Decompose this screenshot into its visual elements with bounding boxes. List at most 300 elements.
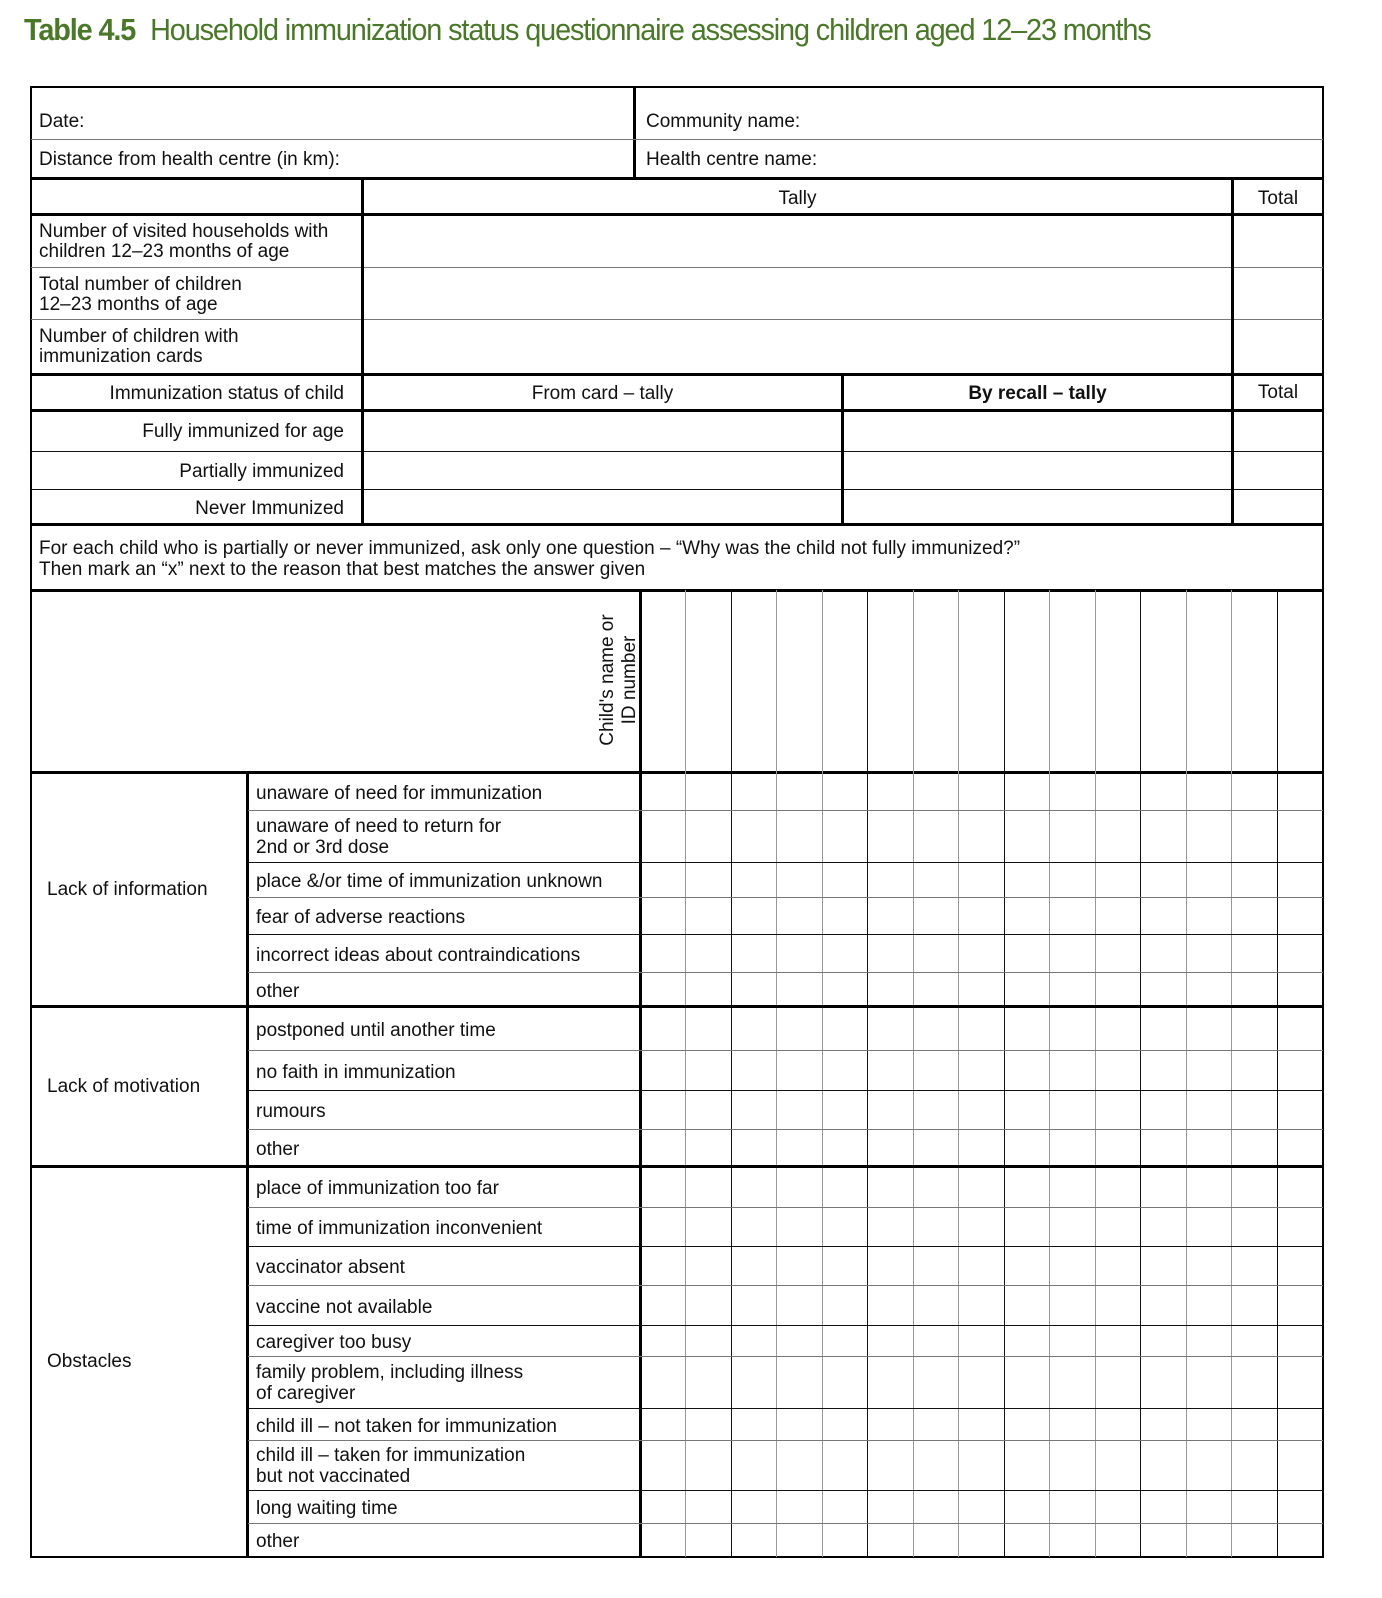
reason-mark-cell[interactable] [959,1051,1002,1089]
reason-mark-cell[interactable] [1096,1167,1139,1206]
reason-mark-cell[interactable] [1232,898,1275,933]
child-name-cell[interactable] [868,591,911,771]
reason-mark-cell[interactable] [1050,935,1093,971]
from-card-tally-cell[interactable] [364,451,841,490]
reason-mark-cell[interactable] [732,1491,775,1522]
reason-mark-cell[interactable] [1141,1247,1184,1284]
reason-mark-cell[interactable] [732,1130,775,1165]
reason-mark-cell[interactable] [823,1007,866,1049]
reason-mark-cell[interactable] [686,898,729,933]
reason-mark-cell[interactable] [777,935,820,971]
reason-mark-cell[interactable] [914,1051,957,1089]
reason-mark-cell[interactable] [1141,1441,1184,1489]
reason-mark-cell[interactable] [777,1441,820,1489]
reason-mark-cell[interactable] [1050,1091,1093,1128]
reason-mark-cell[interactable] [641,1091,684,1128]
reason-mark-cell[interactable] [823,1326,866,1355]
reason-mark-cell[interactable] [1232,935,1275,971]
reason-mark-cell[interactable] [1050,1208,1093,1245]
reason-mark-cell[interactable] [1141,1007,1184,1049]
reason-mark-cell[interactable] [1096,1286,1139,1324]
reason-mark-cell[interactable] [641,1247,684,1284]
reason-mark-cell[interactable] [777,1007,820,1049]
reason-mark-cell[interactable] [1096,1357,1139,1407]
reason-mark-cell[interactable] [1050,973,1093,1005]
reason-mark-cell[interactable] [914,898,957,933]
status-total-cell[interactable] [1234,410,1322,451]
reason-mark-cell[interactable] [1232,1491,1275,1522]
reason-mark-cell[interactable] [1278,863,1321,896]
by-recall-tally-cell[interactable] [844,451,1231,490]
reason-mark-cell[interactable] [868,1247,911,1284]
reason-mark-cell[interactable] [641,1167,684,1206]
reason-mark-cell[interactable] [868,1441,911,1489]
reason-mark-cell[interactable] [1278,1051,1321,1089]
reason-mark-cell[interactable] [823,973,866,1005]
reason-mark-cell[interactable] [1005,1491,1048,1522]
reason-mark-cell[interactable] [1005,1441,1048,1489]
reason-mark-cell[interactable] [732,898,775,933]
reason-mark-cell[interactable] [1005,935,1048,971]
reason-mark-cell[interactable] [777,1167,820,1206]
reason-mark-cell[interactable] [641,1208,684,1245]
reason-mark-cell[interactable] [1278,1130,1321,1165]
reason-mark-cell[interactable] [1096,1524,1139,1555]
reason-mark-cell[interactable] [1096,898,1139,933]
reason-mark-cell[interactable] [641,1051,684,1089]
reason-mark-cell[interactable] [686,1051,729,1089]
reason-mark-cell[interactable] [868,973,911,1005]
reason-mark-cell[interactable] [732,863,775,896]
reason-mark-cell[interactable] [823,811,866,861]
reason-mark-cell[interactable] [959,1167,1002,1206]
reason-mark-cell[interactable] [959,811,1002,861]
reason-mark-cell[interactable] [1141,1524,1184,1555]
child-name-cell[interactable] [641,591,684,771]
reason-mark-cell[interactable] [1187,863,1230,896]
reason-mark-cell[interactable] [868,1409,911,1439]
reason-mark-cell[interactable] [777,1208,820,1245]
reason-mark-cell[interactable] [1232,1441,1275,1489]
reason-mark-cell[interactable] [959,1091,1002,1128]
reason-mark-cell[interactable] [1278,811,1321,861]
reason-mark-cell[interactable] [1005,1286,1048,1324]
reason-mark-cell[interactable] [823,863,866,896]
reason-mark-cell[interactable] [1005,863,1048,896]
reason-mark-cell[interactable] [732,1007,775,1049]
reason-mark-cell[interactable] [1141,1130,1184,1165]
reason-mark-cell[interactable] [1278,898,1321,933]
reason-mark-cell[interactable] [1050,1491,1093,1522]
reason-mark-cell[interactable] [1096,1208,1139,1245]
reason-mark-cell[interactable] [1141,1167,1184,1206]
reason-mark-cell[interactable] [1232,811,1275,861]
reason-mark-cell[interactable] [959,1409,1002,1439]
reason-mark-cell[interactable] [1187,1409,1230,1439]
from-card-tally-cell[interactable] [364,410,841,451]
reason-mark-cell[interactable] [641,1357,684,1407]
reason-mark-cell[interactable] [823,898,866,933]
reason-mark-cell[interactable] [1278,1491,1321,1522]
reason-mark-cell[interactable] [823,1357,866,1407]
reason-mark-cell[interactable] [823,935,866,971]
reason-mark-cell[interactable] [868,1357,911,1407]
reason-mark-cell[interactable] [1278,1326,1321,1355]
reason-mark-cell[interactable] [959,935,1002,971]
reason-mark-cell[interactable] [1187,1130,1230,1165]
reason-mark-cell[interactable] [914,935,957,971]
reason-mark-cell[interactable] [732,935,775,971]
reason-mark-cell[interactable] [686,1441,729,1489]
reason-mark-cell[interactable] [1005,1409,1048,1439]
reason-mark-cell[interactable] [1187,935,1230,971]
child-name-cell[interactable] [1187,591,1230,771]
reason-mark-cell[interactable] [823,1091,866,1128]
reason-mark-cell[interactable] [823,1051,866,1089]
reason-mark-cell[interactable] [823,1409,866,1439]
reason-mark-cell[interactable] [868,935,911,971]
reason-mark-cell[interactable] [641,1409,684,1439]
reason-mark-cell[interactable] [1187,1441,1230,1489]
reason-mark-cell[interactable] [732,1247,775,1284]
reason-mark-cell[interactable] [1187,1491,1230,1522]
reason-mark-cell[interactable] [1096,973,1139,1005]
reason-mark-cell[interactable] [641,1130,684,1165]
reason-mark-cell[interactable] [1187,1167,1230,1206]
reason-mark-cell[interactable] [686,1130,729,1165]
reason-mark-cell[interactable] [686,1524,729,1555]
reason-mark-cell[interactable] [868,1491,911,1522]
reason-mark-cell[interactable] [686,1007,729,1049]
reason-mark-cell[interactable] [1187,773,1230,809]
reason-mark-cell[interactable] [1050,773,1093,809]
reason-mark-cell[interactable] [868,863,911,896]
reason-mark-cell[interactable] [686,773,729,809]
reason-mark-cell[interactable] [823,1208,866,1245]
reason-mark-cell[interactable] [777,1524,820,1555]
reason-mark-cell[interactable] [1232,1409,1275,1439]
reason-mark-cell[interactable] [914,1491,957,1522]
reason-mark-cell[interactable] [1187,1247,1230,1284]
reason-mark-cell[interactable] [823,1286,866,1324]
reason-mark-cell[interactable] [1050,898,1093,933]
reason-mark-cell[interactable] [732,1286,775,1324]
reason-mark-cell[interactable] [1278,1286,1321,1324]
reason-mark-cell[interactable] [914,1524,957,1555]
reason-mark-cell[interactable] [959,1007,1002,1049]
reason-mark-cell[interactable] [914,1247,957,1284]
reason-mark-cell[interactable] [777,863,820,896]
reason-mark-cell[interactable] [1278,1091,1321,1128]
reason-mark-cell[interactable] [1096,1130,1139,1165]
reason-mark-cell[interactable] [686,1208,729,1245]
reason-mark-cell[interactable] [959,1208,1002,1245]
status-total-cell[interactable] [1234,490,1322,524]
reason-mark-cell[interactable] [1050,1286,1093,1324]
reason-mark-cell[interactable] [959,1326,1002,1355]
by-recall-tally-cell[interactable] [844,410,1231,451]
reason-mark-cell[interactable] [959,1441,1002,1489]
reason-mark-cell[interactable] [1141,898,1184,933]
reason-mark-cell[interactable] [823,1130,866,1165]
reason-mark-cell[interactable] [1187,811,1230,861]
status-total-cell[interactable] [1234,451,1322,490]
reason-mark-cell[interactable] [732,1441,775,1489]
reason-mark-cell[interactable] [686,863,729,896]
reason-mark-cell[interactable] [686,1247,729,1284]
child-name-cell[interactable] [1278,591,1321,771]
reason-mark-cell[interactable] [777,1091,820,1128]
reason-mark-cell[interactable] [777,1286,820,1324]
reason-mark-cell[interactable] [914,1441,957,1489]
reason-mark-cell[interactable] [686,1357,729,1407]
reason-mark-cell[interactable] [914,863,957,896]
reason-mark-cell[interactable] [959,1357,1002,1407]
reason-mark-cell[interactable] [1005,1208,1048,1245]
reason-mark-cell[interactable] [1096,1441,1139,1489]
reason-mark-cell[interactable] [914,1167,957,1206]
child-name-cell[interactable] [959,591,1002,771]
reason-mark-cell[interactable] [959,1524,1002,1555]
reason-mark-cell[interactable] [914,1326,957,1355]
reason-mark-cell[interactable] [1141,1051,1184,1089]
reason-mark-cell[interactable] [1096,1051,1139,1089]
reason-mark-cell[interactable] [1096,773,1139,809]
reason-mark-cell[interactable] [1005,1007,1048,1049]
reason-mark-cell[interactable] [959,973,1002,1005]
reason-mark-cell[interactable] [868,1091,911,1128]
distance-field[interactable] [31,140,633,178]
reason-mark-cell[interactable] [1278,1409,1321,1439]
reason-mark-cell[interactable] [1187,1357,1230,1407]
reason-mark-cell[interactable] [1187,1326,1230,1355]
reason-mark-cell[interactable] [777,973,820,1005]
reason-mark-cell[interactable] [732,1357,775,1407]
reason-mark-cell[interactable] [777,1491,820,1522]
reason-mark-cell[interactable] [1096,1007,1139,1049]
tally-total-cell[interactable] [1234,214,1322,267]
child-name-cell[interactable] [1141,591,1184,771]
reason-mark-cell[interactable] [1187,1286,1230,1324]
reason-mark-cell[interactable] [868,1007,911,1049]
reason-mark-cell[interactable] [914,811,957,861]
reason-mark-cell[interactable] [1278,1524,1321,1555]
reason-mark-cell[interactable] [732,1524,775,1555]
reason-mark-cell[interactable] [1005,973,1048,1005]
reason-mark-cell[interactable] [732,1326,775,1355]
reason-mark-cell[interactable] [1050,1167,1093,1206]
reason-mark-cell[interactable] [1141,1357,1184,1407]
reason-mark-cell[interactable] [1278,1167,1321,1206]
reason-mark-cell[interactable] [1278,1441,1321,1489]
reason-mark-cell[interactable] [777,1357,820,1407]
reason-mark-cell[interactable] [1050,1524,1093,1555]
reason-mark-cell[interactable] [777,898,820,933]
reason-mark-cell[interactable] [1141,773,1184,809]
reason-mark-cell[interactable] [914,973,957,1005]
reason-mark-cell[interactable] [914,1208,957,1245]
reason-mark-cell[interactable] [1050,1051,1093,1089]
reason-mark-cell[interactable] [823,773,866,809]
reason-mark-cell[interactable] [1005,773,1048,809]
child-name-cell[interactable] [823,591,866,771]
reason-mark-cell[interactable] [959,1247,1002,1284]
reason-mark-cell[interactable] [914,1286,957,1324]
reason-mark-cell[interactable] [1278,1208,1321,1245]
reason-mark-cell[interactable] [732,1091,775,1128]
reason-mark-cell[interactable] [732,1208,775,1245]
reason-mark-cell[interactable] [868,1167,911,1206]
reason-mark-cell[interactable] [1232,1130,1275,1165]
reason-mark-cell[interactable] [1278,973,1321,1005]
reason-mark-cell[interactable] [732,1051,775,1089]
reason-mark-cell[interactable] [1141,1208,1184,1245]
child-name-cell[interactable] [914,591,957,771]
health-centre-name-field[interactable] [636,140,1322,178]
reason-mark-cell[interactable] [823,1247,866,1284]
reason-mark-cell[interactable] [686,1491,729,1522]
reason-mark-cell[interactable] [1232,973,1275,1005]
reason-mark-cell[interactable] [1232,1091,1275,1128]
tally-total-cell[interactable] [1234,267,1322,319]
reason-mark-cell[interactable] [641,935,684,971]
reason-mark-cell[interactable] [1278,935,1321,971]
reason-mark-cell[interactable] [1141,1091,1184,1128]
reason-mark-cell[interactable] [1232,1286,1275,1324]
tally-input-cell[interactable] [364,214,1231,267]
reason-mark-cell[interactable] [777,1130,820,1165]
reason-mark-cell[interactable] [777,811,820,861]
reason-mark-cell[interactable] [1005,1524,1048,1555]
reason-mark-cell[interactable] [823,1167,866,1206]
reason-mark-cell[interactable] [1278,773,1321,809]
from-card-tally-cell[interactable] [364,490,841,524]
child-name-cell[interactable] [1050,591,1093,771]
reason-mark-cell[interactable] [732,773,775,809]
reason-mark-cell[interactable] [1005,1357,1048,1407]
child-name-cell[interactable] [1232,591,1275,771]
reason-mark-cell[interactable] [1096,1409,1139,1439]
reason-mark-cell[interactable] [777,1409,820,1439]
reason-mark-cell[interactable] [686,811,729,861]
reason-mark-cell[interactable] [868,1051,911,1089]
tally-input-cell[interactable] [364,319,1231,374]
reason-mark-cell[interactable] [959,863,1002,896]
reason-mark-cell[interactable] [641,1286,684,1324]
reason-mark-cell[interactable] [959,898,1002,933]
reason-mark-cell[interactable] [1005,1051,1048,1089]
reason-mark-cell[interactable] [1141,1286,1184,1324]
reason-mark-cell[interactable] [1050,1326,1093,1355]
reason-mark-cell[interactable] [914,1357,957,1407]
reason-mark-cell[interactable] [1005,898,1048,933]
reason-mark-cell[interactable] [1005,811,1048,861]
reason-mark-cell[interactable] [1050,863,1093,896]
reason-mark-cell[interactable] [1141,863,1184,896]
reason-mark-cell[interactable] [914,1130,957,1165]
reason-mark-cell[interactable] [1232,1208,1275,1245]
reason-mark-cell[interactable] [914,1409,957,1439]
reason-mark-cell[interactable] [1050,1007,1093,1049]
reason-mark-cell[interactable] [1232,1051,1275,1089]
reason-mark-cell[interactable] [686,1409,729,1439]
reason-mark-cell[interactable] [1096,1091,1139,1128]
reason-mark-cell[interactable] [959,1491,1002,1522]
reason-mark-cell[interactable] [1187,973,1230,1005]
by-recall-tally-cell[interactable] [844,490,1231,524]
reason-mark-cell[interactable] [1096,863,1139,896]
reason-mark-cell[interactable] [686,1326,729,1355]
reason-mark-cell[interactable] [1096,1247,1139,1284]
reason-mark-cell[interactable] [1141,935,1184,971]
reason-mark-cell[interactable] [777,773,820,809]
reason-mark-cell[interactable] [686,1167,729,1206]
reason-mark-cell[interactable] [959,1286,1002,1324]
reason-mark-cell[interactable] [868,1524,911,1555]
community-name-field[interactable] [636,88,1322,139]
reason-mark-cell[interactable] [1232,1326,1275,1355]
reason-mark-cell[interactable] [1187,1051,1230,1089]
child-name-cell[interactable] [777,591,820,771]
reason-mark-cell[interactable] [686,935,729,971]
reason-mark-cell[interactable] [1050,1441,1093,1489]
tally-input-cell[interactable] [364,267,1231,319]
child-name-cell[interactable] [732,591,775,771]
reason-mark-cell[interactable] [641,863,684,896]
reason-mark-cell[interactable] [1005,1130,1048,1165]
reason-mark-cell[interactable] [1232,1524,1275,1555]
reason-mark-cell[interactable] [1232,1167,1275,1206]
reason-mark-cell[interactable] [1278,1357,1321,1407]
reason-mark-cell[interactable] [1232,863,1275,896]
reason-mark-cell[interactable] [959,773,1002,809]
reason-mark-cell[interactable] [641,898,684,933]
reason-mark-cell[interactable] [1278,1007,1321,1049]
reason-mark-cell[interactable] [1050,1409,1093,1439]
reason-mark-cell[interactable] [868,1130,911,1165]
reason-mark-cell[interactable] [732,1167,775,1206]
reason-mark-cell[interactable] [732,1409,775,1439]
reason-mark-cell[interactable] [868,1286,911,1324]
reason-mark-cell[interactable] [777,1247,820,1284]
reason-mark-cell[interactable] [1141,811,1184,861]
reason-mark-cell[interactable] [1232,773,1275,809]
reason-mark-cell[interactable] [732,973,775,1005]
reason-mark-cell[interactable] [641,1491,684,1522]
reason-mark-cell[interactable] [1141,973,1184,1005]
reason-mark-cell[interactable] [1096,935,1139,971]
reason-mark-cell[interactable] [1232,1357,1275,1407]
reason-mark-cell[interactable] [868,773,911,809]
reason-mark-cell[interactable] [641,811,684,861]
reason-mark-cell[interactable] [868,898,911,933]
reason-mark-cell[interactable] [1141,1326,1184,1355]
reason-mark-cell[interactable] [823,1441,866,1489]
reason-mark-cell[interactable] [1187,1091,1230,1128]
reason-mark-cell[interactable] [641,1524,684,1555]
reason-mark-cell[interactable] [1005,1326,1048,1355]
reason-mark-cell[interactable] [1187,1007,1230,1049]
reason-mark-cell[interactable] [1232,1247,1275,1284]
child-name-cell[interactable] [686,591,729,771]
reason-mark-cell[interactable] [1005,1247,1048,1284]
reason-mark-cell[interactable] [868,811,911,861]
reason-mark-cell[interactable] [914,1007,957,1049]
reason-mark-cell[interactable] [1050,1247,1093,1284]
reason-mark-cell[interactable] [1096,1326,1139,1355]
date-field[interactable] [31,88,633,139]
reason-mark-cell[interactable] [777,1326,820,1355]
